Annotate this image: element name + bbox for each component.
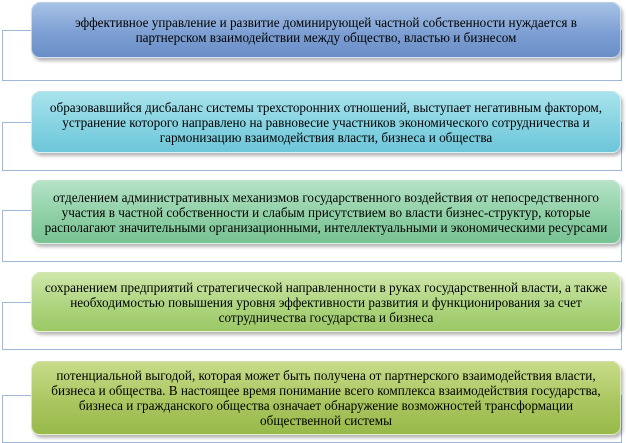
diagram-box-5 xyxy=(31,361,621,435)
diagram-box-1 xyxy=(31,2,621,58)
box-5-text: потенциальной выгодой, которая может быть получена от партнерского взаимодействия власти, бизнеса и общества. В настоящее время понимание всего комплекса взаимодействия государства, бизнеса и гражданского общества означает обнаружение возможностей трансформации общественной системы xyxy=(51,368,601,428)
box-4-text: сохранением предприятий стратегической направленности в руках государственной власти, а также необходимостью повышения уровня эффективности развития и функционирования за счет сотрудничества государства и бизнеса xyxy=(44,279,608,325)
box-1-text: эффективное управление и развитие доминирующей частной собственности нуждается в партнерском взаимодействии между общество, властью и бизнесом xyxy=(75,15,577,45)
diagram-box-2 xyxy=(31,91,621,153)
diagram-box-3 xyxy=(31,180,621,244)
diagram-box-4 xyxy=(31,272,621,332)
box-2-text: образовавшийся дисбаланс системы трехсторонних отношений, выступает негативным фактором, устранение которого направлено на равновесие участников экономического сотрудничества и гармонизацию взаимодействия власти, бизнеса и общества xyxy=(49,99,603,145)
box-3-text: отделением административных механизмов государственного воздействия от непосредственного участия в частной собственности и слабым присутствием во власти бизнес-структур, которые располагают значительными организационными, интеллектуальными и экономическими ресурсами xyxy=(44,189,608,235)
